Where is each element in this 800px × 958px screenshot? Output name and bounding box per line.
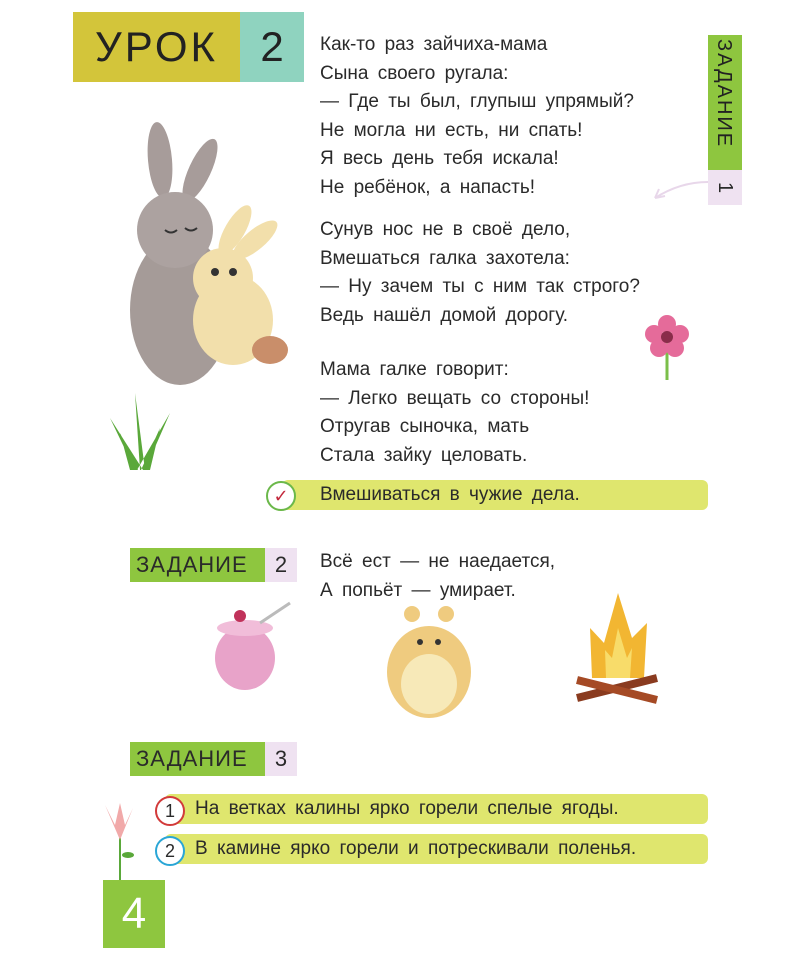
- poem-line: Ведь нашёл домой дорогу.: [320, 304, 569, 326]
- hamster-illustration: [382, 602, 477, 722]
- sugar-bowl-illustration: [200, 598, 300, 698]
- bunnies-illustration: [115, 120, 295, 390]
- grass-icon: [105, 388, 175, 473]
- task-3-item-2: В камине ярко горели и потрескивали поленья.: [165, 834, 708, 864]
- task-1-number-text: 1: [714, 181, 737, 194]
- poem-line: Не ребёнок, а напасть!: [320, 176, 536, 198]
- task-1-number: [708, 170, 742, 205]
- flower-icon: [640, 312, 695, 382]
- task-3-number: 3: [265, 742, 297, 776]
- riddle-line: А попьёт — умирает.: [320, 579, 516, 601]
- poem-stanza-2: [320, 216, 640, 330]
- riddle-line: Всё ест — не наедается,: [320, 551, 556, 572]
- poem-line: — Легко вещать со стороны!: [320, 387, 590, 409]
- poem-line: — Где ты был, глупыш упрямый?: [320, 91, 634, 112]
- item-number-1: 1: [155, 796, 185, 826]
- flower-icon: [95, 800, 140, 880]
- item-number-2: 2: [155, 836, 185, 866]
- riddle: [320, 548, 555, 605]
- task-3-label: ЗАДАНИЕ: [130, 742, 265, 776]
- poem-line: Отругав сыночка, мать: [320, 416, 530, 437]
- poem-line: Я весь день тебя искала!: [320, 148, 559, 169]
- poem-stanza-3: [320, 356, 589, 470]
- poem-stanza-1: [320, 31, 634, 202]
- lesson-title: УРОК: [73, 12, 240, 82]
- poem-line: Сунув нос не в своё дело,: [320, 219, 571, 240]
- poem-line: Сына своего ругала:: [320, 62, 509, 84]
- poem-line: Как-то раз зайчиха-мама: [320, 34, 548, 55]
- page-number: 4: [103, 880, 165, 948]
- task-1-answer: Вмешиваться в чужие дела.: [282, 480, 708, 510]
- campfire-illustration: [572, 588, 664, 718]
- task-2-number: 2: [265, 548, 297, 582]
- poem-line: Стала зайку целовать.: [320, 444, 528, 466]
- lesson-number: 2: [240, 12, 304, 82]
- task-1-label-text: ЗАДАНИЕ: [713, 39, 735, 149]
- poem-line: Мама галке говорит:: [320, 359, 509, 380]
- task-2-label: ЗАДАНИЕ: [130, 548, 265, 582]
- checkmark-icon: ✓: [266, 481, 296, 511]
- poem-line: Не могла ни есть, ни спать!: [320, 119, 583, 141]
- task-3-item-1: На ветках калины ярко горели спелые ягоды.: [165, 794, 708, 824]
- arrow-icon: [650, 178, 710, 208]
- poem-line: — Ну зачем ты с ним так строго?: [320, 276, 640, 297]
- poem-line: Вмешаться галка захотела:: [320, 247, 570, 269]
- task-1-label: [708, 35, 742, 170]
